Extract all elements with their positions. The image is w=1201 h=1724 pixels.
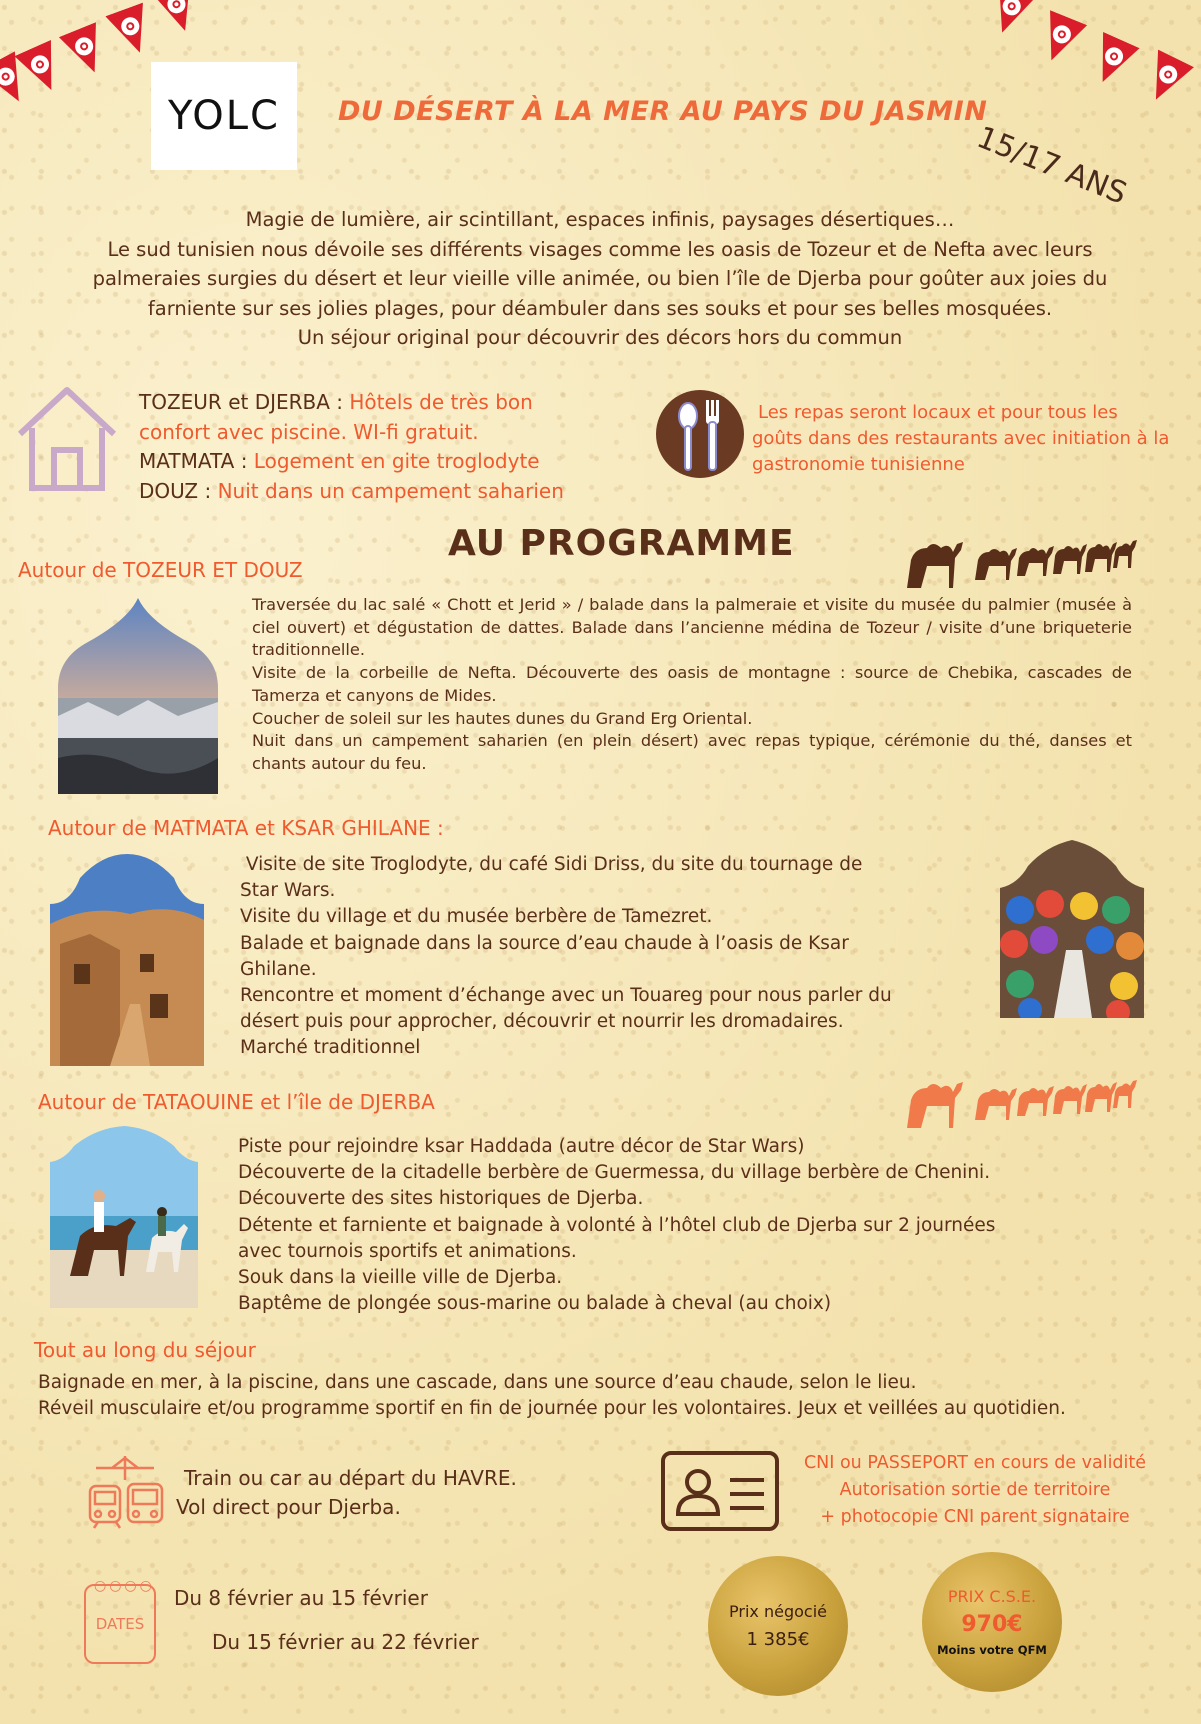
documents-line: Autorisation sortie de territoire	[839, 1480, 1111, 1500]
price-value: 970€	[961, 1612, 1023, 1637]
flag-icon	[105, 3, 158, 60]
section-title: Autour de TOZEUR ET DOUZ	[18, 558, 303, 582]
flag-icon	[1033, 10, 1087, 68]
date-range: Du 15 février au 22 février	[212, 1630, 479, 1654]
pottery-photo	[1000, 840, 1144, 1018]
lodging-place: DOUZ :	[139, 478, 212, 503]
section-title: Tout au long du séjour	[34, 1338, 256, 1362]
section-line: Découverte des sites historiques de Djerba.	[238, 1188, 644, 1210]
flag-icon	[1084, 32, 1139, 90]
lodging-place: TOZEUR et DJERBA :	[139, 390, 344, 414]
section-line: Visite de la corbeille de Nefta. Découverte des oasis de montagne : source de Chebika, cascades de Tamerza et canyons de Mides.	[252, 663, 1132, 705]
section-line: Ghilane.	[240, 958, 317, 980]
section-text	[252, 594, 1132, 776]
lodging-desc: Hôtels de très bon	[349, 390, 533, 414]
cutlery-icon	[654, 388, 746, 480]
flag-icon	[14, 40, 69, 98]
documents-line: + photocopie CNI parent signataire	[820, 1507, 1130, 1527]
section-line: Nuit dans un campement saharien (en plein désert) avec repas typique, cérémonie du thé, danses et chants autour du feu.	[252, 731, 1132, 773]
intro-line: farniente sur ses jolies plages, pour déambuler dans ses souks et pour ses belles mosquées.	[147, 296, 1053, 320]
throughout-line: Réveil musculaire et/ou programme sportif en fin de journée pour les volontaires. Jeux et veillées au quotidien.	[38, 1398, 1066, 1420]
section-line: Piste pour rejoindre ksar Haddada (autre décor de Star Wars)	[238, 1136, 805, 1157]
transport-icon	[82, 1448, 168, 1532]
section-line: Baptême de plongée sous-marine ou balade à cheval (au choix)	[238, 1293, 832, 1315]
section-text	[238, 1134, 995, 1317]
section-title: Autour de MATMATA et KSAR GHILANE :	[48, 816, 444, 840]
troglodyte-photo	[50, 854, 204, 1066]
section-line: Détente et farniente et baignade à volonté à l’hôtel club de Djerba sur 2 journées	[238, 1214, 996, 1236]
section-line: Souk dans la vieille ville de Djerba.	[238, 1267, 563, 1289]
id-card-icon	[660, 1450, 780, 1532]
section-line: Découverte de la citadelle berbère de Guermessa, du village berbère de Chenini.	[238, 1162, 991, 1184]
throughout-text	[38, 1370, 1066, 1422]
flag-icon	[152, 0, 204, 37]
throughout-line: Baignade en mer, à la piscine, dans une cascade, dans une source d’eau chaude, selon le lieu.	[38, 1372, 917, 1393]
flag-icon	[1138, 50, 1194, 109]
transport-line: Vol direct pour Djerba.	[176, 1495, 401, 1519]
logo	[151, 62, 297, 170]
camel-caravan-icon	[905, 1058, 1145, 1130]
lodging-line	[139, 447, 564, 477]
section-line: Coucher de soleil sur les hautes dunes du Grand Erg Oriental.	[252, 708, 753, 728]
calendar-rings: ○○○○	[94, 1578, 155, 1594]
lodging-desc: Nuit dans un campement saharien	[217, 478, 564, 503]
lodging-desc: Logement en gite troglodyte	[253, 449, 540, 473]
intro-text	[20, 205, 1180, 353]
transport-text	[176, 1464, 517, 1522]
section-line: Visite du village et du musée berbère de Tamezret.	[240, 906, 713, 928]
price-negotiated-badge	[708, 1556, 848, 1696]
section-line: Traversée du lac salé « Chott et Jerid » / balade dans la palmeraie et visite du musée du palmier (musée à ciel ouvert) et dégustation de dattes. Balade dans l’ancienne médina de Tozeur / visite d’une briqueterie traditionnelle.	[252, 595, 1132, 660]
program-title: AU PROGRAMME	[448, 523, 795, 564]
age-label: 15/17 ANS	[971, 120, 1132, 212]
date-range: Du 8 février au 15 février	[174, 1586, 428, 1610]
flag-icon	[59, 22, 113, 80]
lodging-info	[139, 388, 564, 506]
lodging-line	[139, 388, 564, 418]
logo-text: YOLC	[168, 93, 280, 139]
flag-icon	[983, 0, 1036, 39]
calendar-label: DATES	[95, 1615, 145, 1633]
section-line: Balade et baignade dans la source d’eau chaude à l’oasis de Ksar	[240, 932, 849, 954]
price-label: PRIX C.S.E.	[947, 1587, 1037, 1606]
intro-line: Un séjour original pour découvrir des décors hors du commun	[297, 326, 903, 349]
section-line: Star Wars.	[240, 880, 336, 902]
section-line: avec tournois sportifs et animations.	[238, 1240, 577, 1262]
section-text	[240, 852, 892, 1062]
calendar-icon	[84, 1584, 156, 1664]
camp-photo	[58, 598, 218, 794]
page-title: DU DÉSERT À LA MER AU PAYS DU JASMIN	[338, 96, 988, 127]
section-line: Rencontre et moment d’échange avec un Touareg pour nous parler du	[240, 985, 892, 1007]
documents-text	[780, 1450, 1170, 1531]
horse-beach-photo	[50, 1126, 198, 1308]
price-label: Prix négocié	[729, 1602, 827, 1621]
lodging-line	[139, 477, 564, 507]
section-line: Visite de site Troglodyte, du café Sidi Driss, du site du tournage de	[240, 854, 863, 875]
transport-line: Train ou car au départ du HAVRE.	[184, 1466, 517, 1490]
meals-info: Les repas seront locaux et pour tous les goûts dans des restaurants avec initiation à la gastronomie tunisienne	[752, 402, 1170, 475]
intro-line: Le sud tunisien nous dévoile ses différents visages comme les oasis de Tozeur et de Nefta avec leurs	[107, 237, 1093, 261]
price-cse-badge	[922, 1552, 1062, 1692]
intro-line: palmeraies surgies du désert et leur vieille ville animée, ou bien l’île de Djerba pour goûter aux joies du	[92, 267, 1108, 290]
price-value: 1 385€	[746, 1629, 810, 1650]
section-line: désert puis pour approcher, découvrir et nourrir les dromadaires.	[240, 1011, 844, 1033]
camel-caravan-icon	[905, 518, 1145, 590]
lodging-desc: confort avec piscine. WI-fi gratuit.	[139, 419, 479, 444]
house-icon	[12, 384, 122, 496]
section-line: Marché traditionnel	[240, 1037, 421, 1059]
lodging-line	[139, 418, 564, 448]
lodging-place: MATMATA :	[139, 449, 248, 473]
section-title: Autour de TATAOUINE et l’île de DJERBA	[38, 1090, 435, 1114]
intro-line: Magie de lumière, air scintillant, espaces infinis, paysages désertiques…	[245, 208, 955, 231]
documents-line: CNI ou PASSEPORT en cours de validité	[803, 1453, 1147, 1473]
price-note: Moins votre QFM	[937, 1643, 1047, 1657]
